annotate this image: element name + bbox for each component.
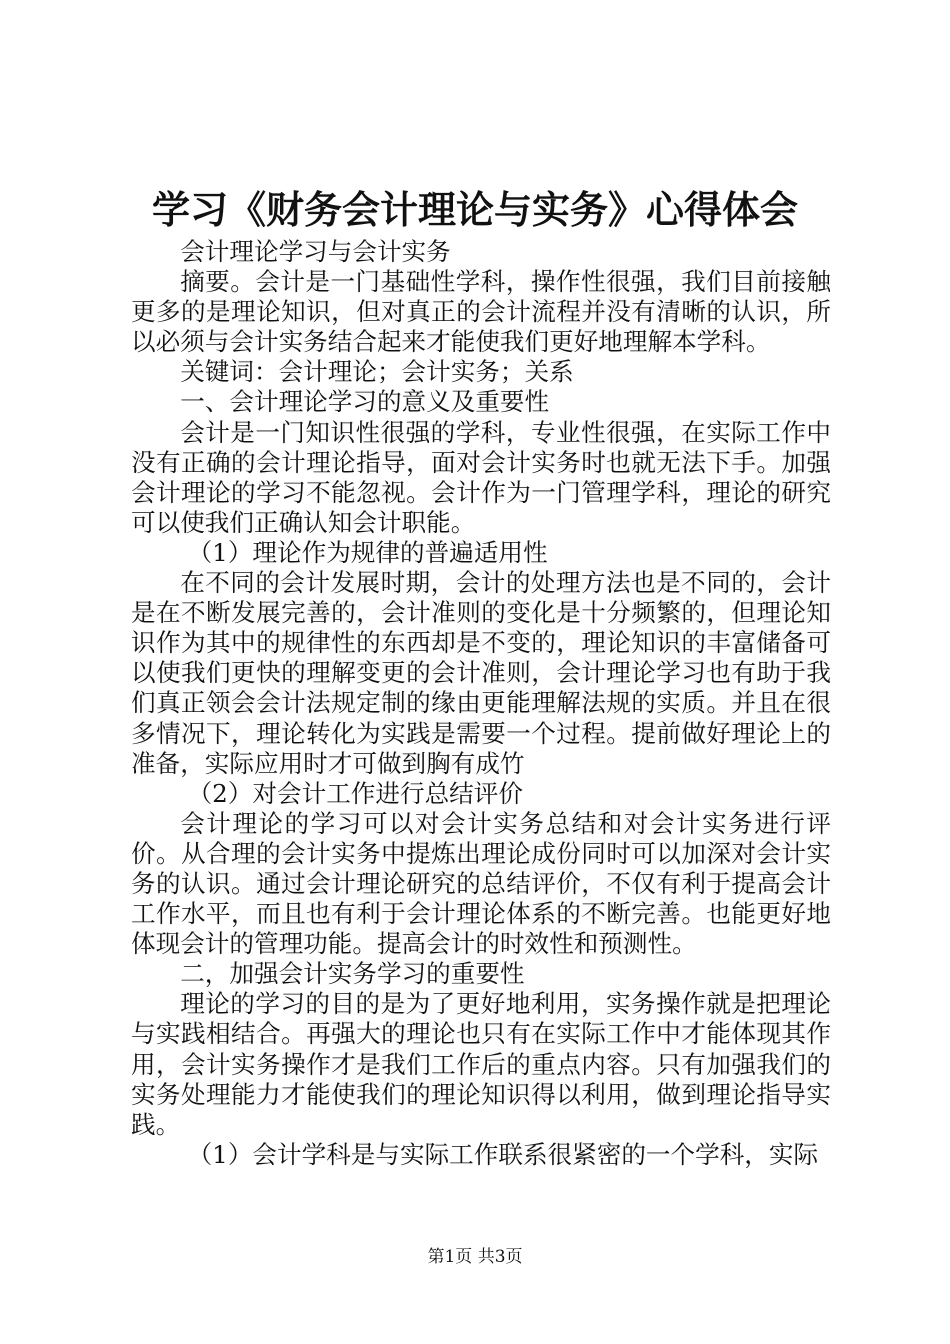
paragraph-section-2: 理论的学习的目的是为了更好地利用，实务操作就是把理论与实践相结合。再强大的理论也只有在实际工作中才能体现其作用，会计实务操作才是我们工作后的重点内容。只有加强我们的实务处理能力才能使我们的理论知识得以利用，做到理论指导实践。 — [131, 989, 831, 1139]
document-body — [131, 237, 831, 1170]
subheading-2-1: （1）会计学科是与实际工作联系很紧密的一个学科，实际 — [187, 1139, 819, 1169]
paragraph-subtitle: 会计理论学习与会计实务 — [180, 237, 451, 266]
section-heading-2: 二，加强会计实务学习的重要性 — [180, 959, 525, 989]
page-footer: 第1页 共3页 — [427, 1247, 523, 1267]
subheading-1-1: （1）理论作为规律的普遍适用性 — [187, 537, 548, 567]
paragraph-1-2: 会计理论的学习可以对会计实务总结和对会计实务进行评价。从合理的会计实务中提炼出理论成份同时可以加深对会计实务的认识。通过会计理论研究的总结评价，不仅有利于提高会计工作水平，而且也有利于会计理论体系的不断完善。也能更好地体现会计的管理功能。提高会计的时效性和预测性。 — [131, 808, 831, 959]
paragraph-abstract: 摘要。会计是一门基础性学科，操作性很强，我们目前接触更多的是理论知识，但对真正的会计流程并没有清晰的认识，所以必须与会计实务结合起来才能使我们更好地理解本学科。 — [131, 267, 831, 357]
paragraph-section-1: 会计是一门知识性很强的学科，专业性很强，在实际工作中没有正确的会计理论指导，面对会计实务时也就无法下手。加强会计理论的学习不能忽视。会计作为一门管理学科，理论的研究可以使我们正确认知会计职能。 — [131, 417, 831, 537]
subheading-1-2: （2）对会计工作进行总结评价 — [187, 778, 523, 808]
document-title: 学习《财务会计理论与实务》心得体会 — [151, 187, 798, 232]
paragraph-1-1: 在不同的会计发展时期，会计的处理方法也是不同的，会计是在不断发展完善的，会计准则的变化是十分频繁的，但理论知识作为其中的规律性的东西却是不变的，理论知识的丰富储备可以使我们更快的理解变更的会计准则，会计理论学习也有助于我们真正领会会计法规定制的缘由更能理解法规的实质。并且在很多情况下，理论转化为实践是需要一个过程。提前做好理论上的准备，实际应用时才可做到胸有成竹 — [131, 568, 831, 778]
section-heading-1: 一、会计理论学习的意义及重要性 — [180, 387, 550, 417]
paragraph-keywords: 关键词：会计理论；会计实务；关系 — [180, 357, 574, 387]
